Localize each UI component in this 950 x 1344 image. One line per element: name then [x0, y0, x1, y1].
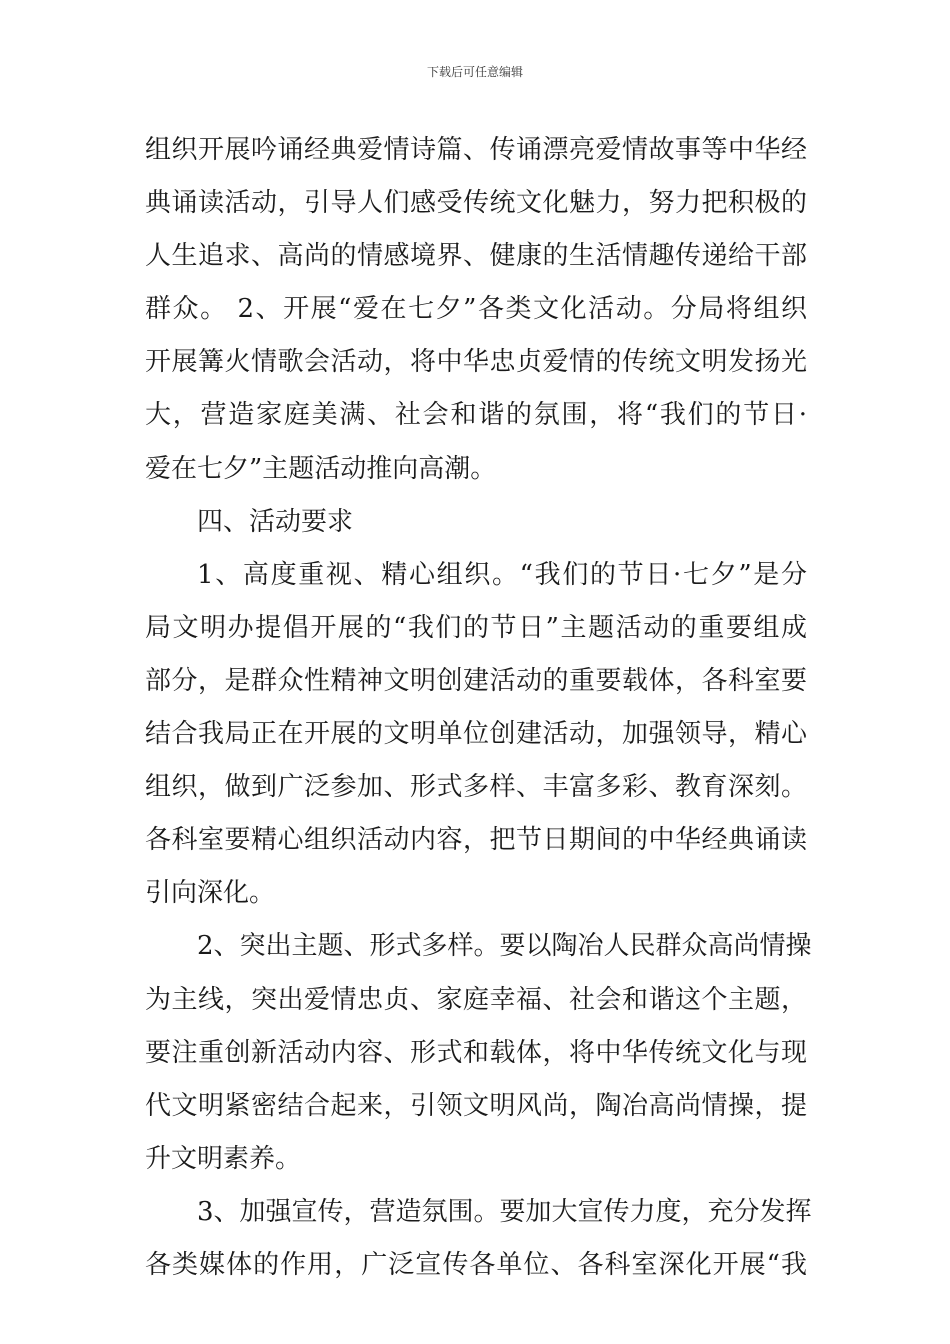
text-line: 要注重创新活动内容、形式和载体，将中华传统文化与现 [145, 1037, 807, 1068]
text-line: 爱在七夕”主题活动推向高潮。 [145, 453, 497, 484]
text-line: 代文明紧密结合起来，引领文明风尚，陶冶高尚情操，提 [145, 1090, 807, 1121]
text-line: 典诵读活动，引导人们感受传统文化魅力，努力把积极的 [145, 188, 807, 219]
text-line: 结合我局正在开展的文明单位创建活动，加强领导，精心 [145, 719, 807, 750]
text-line: 组织开展吟诵经典爱情诗篇、传诵漂亮爱情故事等中华经 [145, 135, 807, 165]
text-line: 组织，做到广泛参加、形式多样、丰富多彩、教育深刻。 [145, 772, 807, 803]
text-line: 升文明素养。 [145, 1143, 302, 1174]
document-body [145, 124, 812, 1292]
text-line: 为主线，突出爱情忠贞、家庭幸福、社会和谐这个主题， [145, 984, 807, 1015]
section-heading: 四、活动要求 [197, 506, 354, 537]
text-line: 群众。 2、开展“爱在七夕”各类文化活动。分局将组织 [145, 294, 807, 325]
text-line: 开展篝火情歌会活动，将中华忠贞爱情的传统文明发扬光 [145, 347, 807, 378]
text-line: 各类媒体的作用，广泛宣传各单位、各科室深化开展“我 [145, 1249, 807, 1280]
text-line: 部分，是群众性精神文明创建活动的重要载体，各科室要 [145, 665, 807, 696]
text-line: 局文明办提倡开展的“我们的节日”主题活动的重要组成 [145, 612, 807, 643]
text-line: 引向深化。 [145, 878, 276, 909]
text-line: 3、加强宣传，营造氛围。要加大宣传力度，充分发挥 [197, 1196, 812, 1227]
text-line: 各科室要精心组织活动内容，把节日期间的中华经典诵读 [145, 825, 807, 856]
text-line: 1、高度重视、精心组织。“我们的节日·七夕”是分 [197, 559, 807, 590]
text-line: 2、突出主题、形式多样。要以陶冶人民群众高尚情操 [197, 931, 812, 962]
page-header: 下载后可任意编辑 [426, 65, 523, 79]
text-line: 大，营造家庭美满、社会和谐的氛围，将“我们的节日· [145, 400, 807, 431]
text-line: 人生追求、高尚的情感境界、健康的生活情趣传递给干部 [145, 241, 807, 272]
